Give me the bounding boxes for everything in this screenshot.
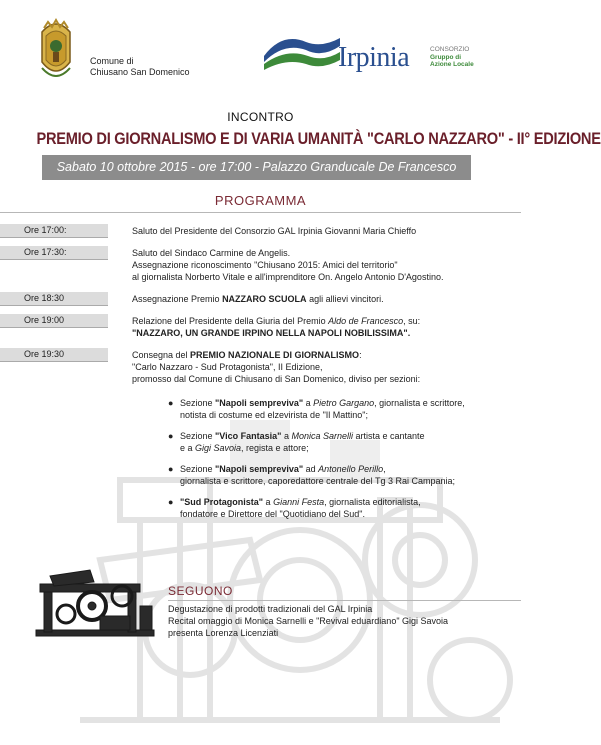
time-box — [0, 246, 108, 260]
schedule-text: Saluto del Presidente del Consorzio GAL Irpinia Giovanni Maria Chieffo — [132, 226, 417, 236]
text-part: , su: — [403, 316, 421, 326]
seguono-divider — [168, 600, 521, 601]
incontro-heading: INCONTRO — [227, 110, 294, 124]
text-italic: Pietro Gargano — [313, 398, 375, 408]
logo-small-line1: CONSORZIO — [430, 46, 470, 53]
bullet-icon: ● — [168, 497, 174, 507]
text-bold: "Vico Fantasia" — [215, 431, 282, 441]
text-part: a — [303, 398, 314, 408]
text-bold: "Sud Protagonista" — [180, 497, 264, 507]
text-part: e a — [180, 443, 196, 453]
text-part: a — [263, 497, 274, 507]
schedule-text: "NAZZARO, UN GRANDE IRPINO NELLA NAPOLI NOBILISSIMA". — [132, 328, 411, 338]
event-date-bar: Sabato 10 ottobre 2015 - ore 17:00 - Palazzo Granducale De Francesco — [42, 155, 471, 180]
time-label: Ore 19:00 — [24, 315, 65, 325]
bullet-icon: ● — [168, 398, 174, 408]
time-label: Ore 19:30 — [24, 349, 65, 359]
text-italic: Monica Sarnelli — [291, 431, 353, 441]
section-item — [180, 463, 386, 475]
schedule-text: al giornalista Norberto Vitale e all'imprenditore On. Angelo Antonio D'Agostino. — [132, 272, 444, 282]
text-italic: Antonello Perillo — [318, 464, 384, 474]
logo-small-line2: Gruppo di — [430, 53, 462, 61]
event-title: PREMIO DI GIORNALISMO E DI VARIA UMANITÀ "CARLO NAZZARO" - II° EDIZIONE — [36, 129, 601, 148]
printing-press-icon — [30, 566, 158, 642]
seguono-heading: SEGUONO — [168, 584, 233, 598]
section-item-line2: fondatore e Direttore del "Quotidiano del Sud". — [180, 509, 366, 519]
text-part: , — [383, 464, 386, 474]
text-bold: "Napoli sempreviva" — [215, 464, 304, 474]
text-italic: Gianni Festa — [273, 497, 325, 507]
time-label: Ore 18:30 — [24, 293, 65, 303]
text-italic: Gigi Savoia — [195, 443, 242, 453]
time-box — [0, 292, 108, 306]
seguono-line: presenta Lorenza Licenziati — [168, 628, 279, 638]
section-item — [180, 397, 465, 409]
gal-irpinia-logo — [262, 28, 492, 78]
schedule-text: Assegnazione riconoscimento "Chiusano 2015: Amici del territorio" — [132, 260, 398, 270]
bullet-icon: ● — [168, 464, 174, 474]
section-item-line2: notista di costume ed elzevirista de "Il Mattino"; — [180, 410, 368, 420]
section-item — [180, 430, 425, 442]
bullet-icon: ● — [168, 431, 174, 441]
text-part: Consegna del — [132, 350, 191, 360]
text-part: Relazione del Presidente della Giuria del Premio — [132, 316, 329, 326]
schedule-text — [132, 293, 384, 305]
text-bold: NAZZARO SCUOLA — [222, 294, 307, 304]
section-item-line2: giornalista e scrittore, caporedattore centrale del Tg 3 Rai Campania; — [180, 476, 455, 486]
seguono-line: Recital omaggio di Monica Sarnelli e "Revival eduardiano" Gigi Savoia — [168, 616, 449, 626]
time-box — [0, 348, 108, 362]
text-part: agli allievi vincitori. — [306, 294, 384, 304]
programma-heading: PROGRAMMA — [214, 193, 307, 208]
text-part: artista e cantante — [352, 431, 425, 441]
text-part: , giornalista e scrittore, — [374, 398, 465, 408]
text-part: : — [359, 350, 362, 360]
comune-crest-icon — [36, 18, 76, 86]
schedule-text: Saluto del Sindaco Carmine de Angelis. — [132, 248, 291, 258]
seguono-line: Degustazione di prodotti tradizionali del GAL Irpinia — [168, 604, 373, 614]
programma-divider — [0, 212, 521, 213]
comune-label — [90, 56, 190, 78]
text-part: Sezione — [180, 431, 216, 441]
text-part: , giornalista editorialista, — [324, 497, 421, 507]
logo-main-text: Irpinia — [338, 42, 410, 73]
section-item — [180, 496, 421, 508]
schedule-text — [132, 315, 420, 327]
section-item-line2 — [180, 442, 309, 454]
comune-line2: Chiusano San Domenico — [90, 67, 190, 77]
time-box — [0, 224, 108, 238]
comune-line1: Comune di — [90, 56, 134, 66]
schedule-text: promosso dal Comune di Chiusano di San Domenico, diviso per sezioni: — [132, 374, 421, 384]
irpinia-hills-icon — [262, 28, 342, 70]
text-part: , regista e attore; — [241, 443, 309, 453]
logo-small-line3: Azione Locale — [430, 61, 474, 68]
time-label: Ore 17:30: — [24, 247, 67, 257]
schedule-text — [132, 349, 362, 361]
text-part: a — [281, 431, 292, 441]
text-part: ad — [303, 464, 319, 474]
text-italic: Aldo de Francesco — [328, 316, 404, 326]
time-label: Ore 17:00: — [24, 225, 67, 235]
text-bold: PREMIO NAZIONALE DI GIORNALISMO — [190, 350, 360, 360]
text-part: Sezione — [180, 464, 216, 474]
text-part: Sezione — [180, 398, 216, 408]
schedule-text: "Carlo Nazzaro - Sud Protagonista", II Edizione, — [132, 362, 323, 372]
time-box — [0, 314, 108, 328]
text-bold: "Napoli sempreviva" — [215, 398, 304, 408]
text-part: Assegnazione Premio — [132, 294, 223, 304]
